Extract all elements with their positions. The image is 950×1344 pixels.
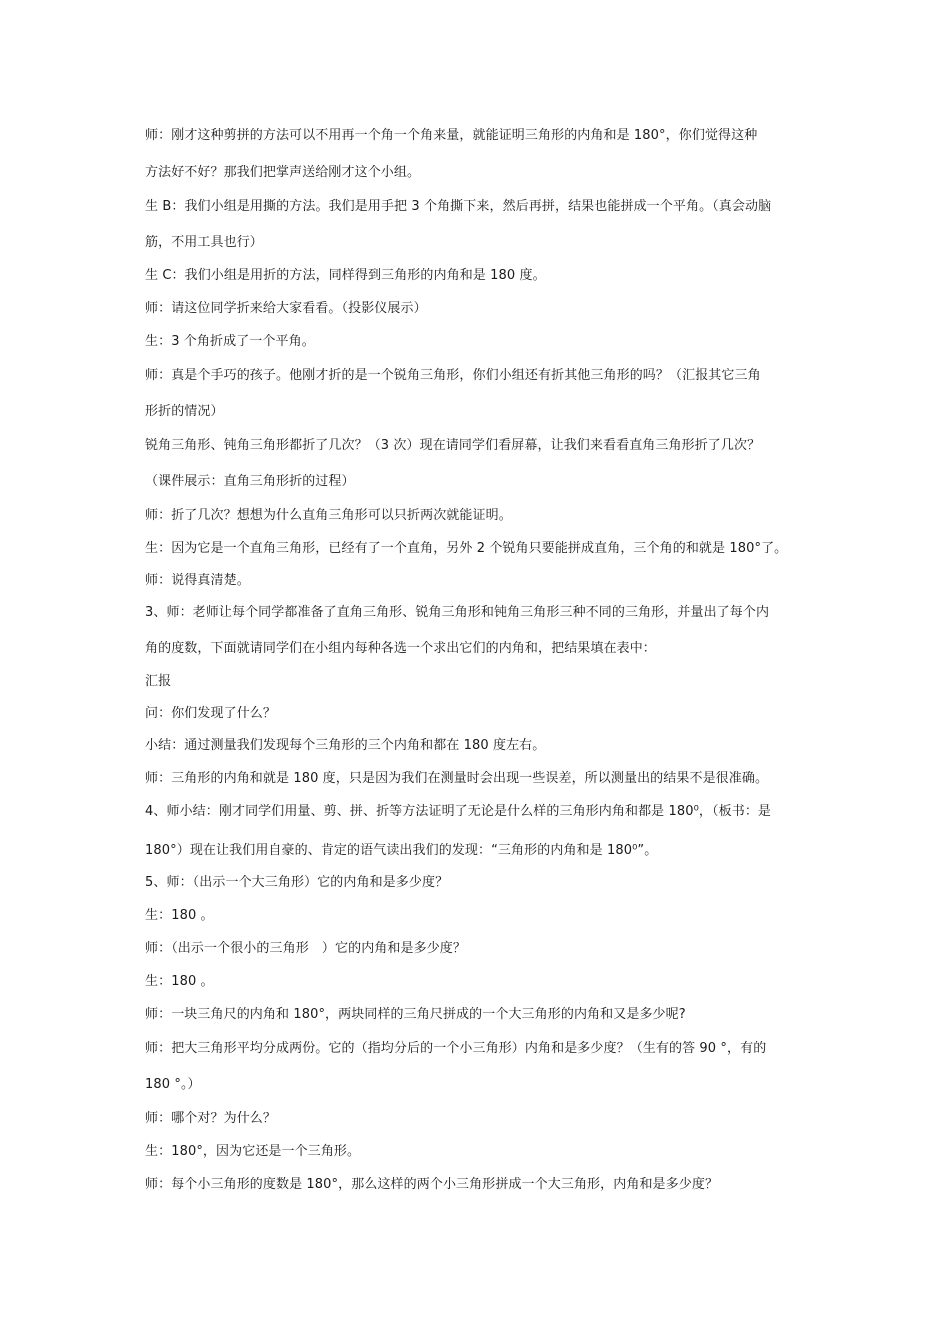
text-line: 3、师：老师让每个同学都准备了直角三角形、锐角三角形和钝角三角形三种不同的三角形，并量出了每个内 <box>145 605 770 620</box>
text-line: 师：（出示一个很小的三角形 ）它的内角和是多少度？ <box>145 941 467 956</box>
text-line: 生 C：我们小组是用折的方法，同样得到三角形的内角和是 180 度。 <box>145 268 546 283</box>
text-line: 筋，不用工具也行） <box>145 235 263 250</box>
text-line: 形折的情况） <box>145 404 224 419</box>
text-line: 师：请这位同学折来给大家看看。（投影仪展示） <box>145 301 427 316</box>
text-line: 角的度数，下面就请同学们在小组内每种各选一个求出它们的内角和，把结果填在表中： <box>145 641 656 656</box>
text-line: 生：180 。 <box>145 974 214 989</box>
text-line: 师：说得真清楚。 <box>145 573 250 588</box>
text-line: 师：折了几次？想想为什么直角三角形可以只折两次就能证明。 <box>145 508 512 523</box>
text-line: 汇报 <box>145 674 172 689</box>
text-line: 锐角三角形、钝角三角形都折了几次？（3 次）现在请同学们看屏幕，让我们来看看直角三角形折了几次？ <box>145 438 761 453</box>
text-line: 5、师：（出示一个大三角形）它的内角和是多少度？ <box>145 875 449 890</box>
text-line: 生：3 个角折成了一个平角。 <box>145 334 315 349</box>
text-line: 师：哪个对？为什么？ <box>145 1111 277 1126</box>
text-line: 师：刚才这种剪拼的方法可以不用再一个角一个角来量，就能证明三角形的内角和是 180°，你们觉得这种 <box>145 128 758 143</box>
text-line: 生：因为它是一个直角三角形，已经有了一个直角，另外 2 个锐角只要能拼成直角，三个角的和就是 180°了。 <box>145 541 788 556</box>
text-line: 4、师小结：刚才同学们用量、剪、拼、折等方法证明了无论是什么样的三角形内角和都是 180⁰，（板书：是 <box>145 804 772 819</box>
text-line: 生 B：我们小组是用撕的方法。我们是用手把 3 个角撕下来，然后再拼，结果也能拼成一个平角。（真会动脑 <box>145 199 772 214</box>
text-line: 180°）现在让我们用自豪的、肯定的语气读出我们的发现：“三角形的内角和是 180⁰”。 <box>145 843 658 858</box>
text-line: 师：真是个手巧的孩子。他刚才折的是一个锐角三角形，你们小组还有折其他三角形的吗？（汇报其它三角 <box>145 368 761 383</box>
text-line: 生：180 。 <box>145 908 214 923</box>
text-line: 方法好不好？那我们把掌声送给刚才这个小组。 <box>145 165 421 180</box>
text-line: 师：三角形的内角和就是 180 度，只是因为我们在测量时会出现一些误差，所以测量出的结果不是很准确。 <box>145 771 769 786</box>
text-line: 师：一块三角尺的内角和 180°，两块同样的三角尺拼成的一个大三角形的内角和又是多少呢? <box>145 1007 686 1022</box>
text-line: 师：每个小三角形的度数是 180°，那么这样的两个小三角形拼成一个大三角形，内角和是多少度？ <box>145 1177 719 1192</box>
text-line: 问：你们发现了什么？ <box>145 706 277 721</box>
text-line: 生：180°，因为它还是一个三角形。 <box>145 1144 361 1159</box>
text-line: （课件展示：直角三角形折的过程） <box>145 474 355 489</box>
text-line: 师：把大三角形平均分成两份。它的（指均分后的一个小三角形）内角和是多少度？（生有的答 90 °，有的 <box>145 1041 767 1056</box>
text-line: 180 °。） <box>145 1077 201 1092</box>
text-line: 小结：通过测量我们发现每个三角形的三个内角和都在 180 度左右。 <box>145 738 546 753</box>
